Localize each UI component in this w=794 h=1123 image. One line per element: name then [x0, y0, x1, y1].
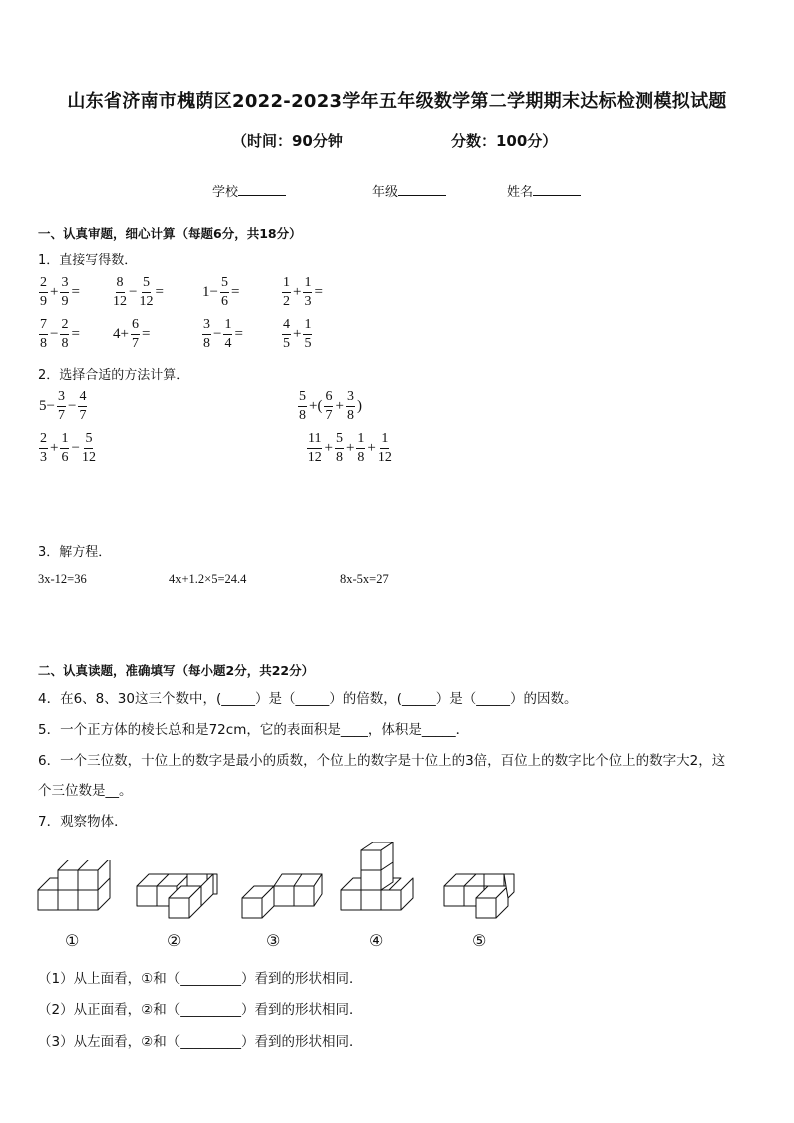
- numerator: 1: [60, 432, 69, 449]
- denominator: 8: [40, 336, 47, 351]
- q7-sub2: （2）从正面看，②和（_________）看到的形状相同．: [38, 1002, 363, 1018]
- operator: =: [71, 284, 80, 300]
- fraction: [303, 276, 312, 309]
- grade-blank[interactable]: [398, 183, 446, 196]
- name-label: 姓名: [507, 185, 534, 200]
- fraction: [324, 390, 333, 423]
- operator: +: [50, 284, 59, 300]
- denominator: 6: [61, 450, 69, 465]
- q3-label: 3．解方程．: [38, 545, 112, 560]
- fraction: [282, 318, 291, 351]
- denominator: 2: [283, 294, 290, 309]
- q2-item: [38, 390, 88, 423]
- q1-label: 1．直接写得数．: [38, 253, 138, 268]
- figure-label-3: ③: [266, 931, 281, 950]
- equation: 4x+1.2×5=24.4: [169, 572, 247, 586]
- q5-text: 5．一个正方体的棱长总和是72cm，它的表面积是____，体积是_____．: [38, 722, 470, 738]
- fraction: [131, 318, 140, 351]
- numerator: 1: [303, 276, 312, 293]
- q2-item: [297, 390, 363, 423]
- numerator: 3: [60, 276, 69, 293]
- fraction: [39, 432, 48, 465]
- cube-figure-5: [442, 872, 518, 922]
- fraction: [307, 432, 322, 465]
- numerator: 1: [380, 432, 389, 449]
- numerator: 2: [60, 318, 69, 335]
- q1-item: [201, 276, 240, 309]
- operator: =: [314, 284, 323, 300]
- figure-label-2: ②: [167, 931, 182, 950]
- exam-score: 分数：100分）: [451, 132, 558, 150]
- operator: −: [50, 326, 59, 342]
- q4-text: 4．在6、8、30这三个数中，(_____）是（_____）的倍数，(_____）是（_____）的因数。: [38, 691, 578, 707]
- exam-time: （时间：90分钟: [232, 132, 343, 150]
- operator: =: [155, 284, 164, 300]
- numerator: 2: [39, 276, 48, 293]
- operator: 4+: [113, 326, 129, 342]
- denominator: 7: [57, 408, 65, 423]
- numerator: 3: [346, 390, 355, 407]
- numerator: 5: [142, 276, 151, 293]
- fraction: [60, 276, 69, 309]
- denominator: 7: [131, 336, 139, 351]
- fraction: [60, 432, 69, 465]
- denominator: 8: [299, 408, 306, 423]
- denominator: 8: [346, 408, 354, 423]
- q7-sub1: （1）从上面看，①和（_________）看到的形状相同．: [38, 971, 363, 987]
- q2-item: [306, 432, 393, 465]
- operator: −: [71, 440, 80, 456]
- numerator: 1: [223, 318, 232, 335]
- operator: ): [356, 398, 362, 414]
- denominator: 8: [357, 450, 365, 465]
- numerator: 3: [57, 390, 66, 407]
- q2-item: [38, 432, 97, 465]
- denominator: 5: [304, 336, 312, 351]
- school-blank[interactable]: [238, 183, 286, 196]
- fraction: [282, 276, 291, 309]
- denominator: 8: [61, 336, 69, 351]
- cube-figure-2: [135, 872, 219, 922]
- fraction: [378, 432, 392, 465]
- numerator: 4: [282, 318, 291, 335]
- fraction: [57, 390, 66, 423]
- operator: +: [50, 440, 59, 456]
- numerator: 6: [131, 318, 140, 335]
- fraction: [202, 318, 211, 351]
- operator: =: [234, 326, 243, 342]
- grade-field[interactable]: [372, 181, 446, 200]
- school-label: 学校: [212, 185, 239, 200]
- numerator: 1: [356, 432, 365, 449]
- operator: +: [293, 326, 302, 342]
- numerator: 3: [202, 318, 211, 335]
- denominator: 12: [81, 450, 96, 465]
- cube-figure-1: [36, 860, 112, 916]
- operator: =: [71, 326, 80, 342]
- numerator: 11: [307, 432, 322, 449]
- denominator: 8: [335, 450, 343, 465]
- denominator: 5: [283, 336, 290, 351]
- name-blank[interactable]: [533, 183, 581, 196]
- operator: −: [129, 284, 138, 300]
- q1-item: [281, 276, 324, 309]
- q1-item: [38, 276, 81, 309]
- numerator: 8: [116, 276, 125, 293]
- page-title: 山东省济南市槐荫区2022-2023学年五年级数学第二学期期末达标检测模拟试题: [67, 91, 727, 112]
- numerator: 1: [282, 276, 291, 293]
- numerator: 6: [324, 390, 333, 407]
- figure-label-4: ④: [369, 931, 384, 950]
- denominator: 4: [224, 336, 232, 351]
- operator: −: [213, 326, 222, 342]
- q2-label: 2．选择合适的方法计算．: [38, 368, 190, 383]
- q1-item: [281, 318, 313, 351]
- q1-item: [112, 318, 151, 351]
- fraction: [220, 276, 229, 309]
- operator: +: [293, 284, 302, 300]
- operator: −: [67, 398, 77, 414]
- numerator: 2: [39, 432, 48, 449]
- grade-label: 年级: [372, 185, 399, 200]
- cube-figure-3: [240, 872, 324, 922]
- q1-item: [112, 276, 165, 309]
- operator: 5−: [39, 398, 55, 414]
- q7-label: 7．观察物体．: [38, 814, 128, 830]
- q1-item: [38, 318, 81, 351]
- operator: =: [230, 284, 240, 300]
- numerator: 4: [78, 390, 87, 407]
- fraction: [78, 390, 87, 423]
- q6-text-line1: 6．一个三位数，十位上的数字是最小的质数，个位上的数字是十位上的3倍，百位上的数字比个位上的数字大2，这: [38, 753, 726, 769]
- name-field[interactable]: [507, 181, 581, 200]
- fraction: [139, 276, 153, 309]
- numerator: 5: [298, 390, 307, 407]
- school-field[interactable]: [212, 181, 286, 200]
- denominator: 6: [220, 294, 228, 309]
- denominator: 7: [79, 408, 87, 423]
- denominator: 12: [139, 294, 154, 309]
- operator: =: [141, 326, 151, 342]
- equation: 3x-12=36: [38, 572, 87, 586]
- operator: +: [367, 440, 376, 456]
- q1-item: [201, 318, 244, 351]
- numerator: 7: [39, 318, 48, 335]
- operator: +: [345, 440, 355, 456]
- equation: 8x-5x=27: [340, 572, 389, 586]
- fraction: [113, 276, 127, 309]
- section1-title: 一、认真审题，细心计算（每题6分，共18分）: [38, 226, 302, 241]
- denominator: 9: [40, 294, 47, 309]
- fraction: [39, 318, 48, 351]
- denominator: 12: [377, 450, 392, 465]
- fraction: [346, 390, 355, 423]
- fraction: [303, 318, 312, 351]
- operator: +: [324, 440, 333, 456]
- denominator: 3: [304, 294, 312, 309]
- denominator: 12: [307, 450, 322, 465]
- numerator: 5: [220, 276, 229, 293]
- numerator: 5: [335, 432, 344, 449]
- denominator: 7: [325, 408, 333, 423]
- fraction: [356, 432, 365, 465]
- denominator: 3: [40, 450, 47, 465]
- denominator: 8: [203, 336, 210, 351]
- fraction: [298, 390, 307, 423]
- denominator: 9: [61, 294, 69, 309]
- operator: +: [335, 398, 344, 414]
- fraction: [60, 318, 69, 351]
- denominator: 12: [113, 294, 127, 309]
- numerator: 1: [303, 318, 312, 335]
- operator: +(: [309, 398, 323, 414]
- numerator: 5: [84, 432, 93, 449]
- q7-sub3: （3）从左面看，②和（_________）看到的形状相同．: [38, 1034, 363, 1050]
- cube-figure-4: [339, 842, 415, 916]
- fraction: [223, 318, 232, 351]
- fraction: [335, 432, 344, 465]
- fraction: [82, 432, 96, 465]
- operator: 1−: [202, 284, 218, 300]
- q6-text-line2: 个三位数是__。: [38, 783, 133, 799]
- figure-label-1: ①: [65, 931, 80, 950]
- section2-title: 二、认真读题，准确填写（每小题2分，共22分）: [38, 663, 315, 678]
- fraction: [39, 276, 48, 309]
- figure-label-5: ⑤: [472, 931, 487, 950]
